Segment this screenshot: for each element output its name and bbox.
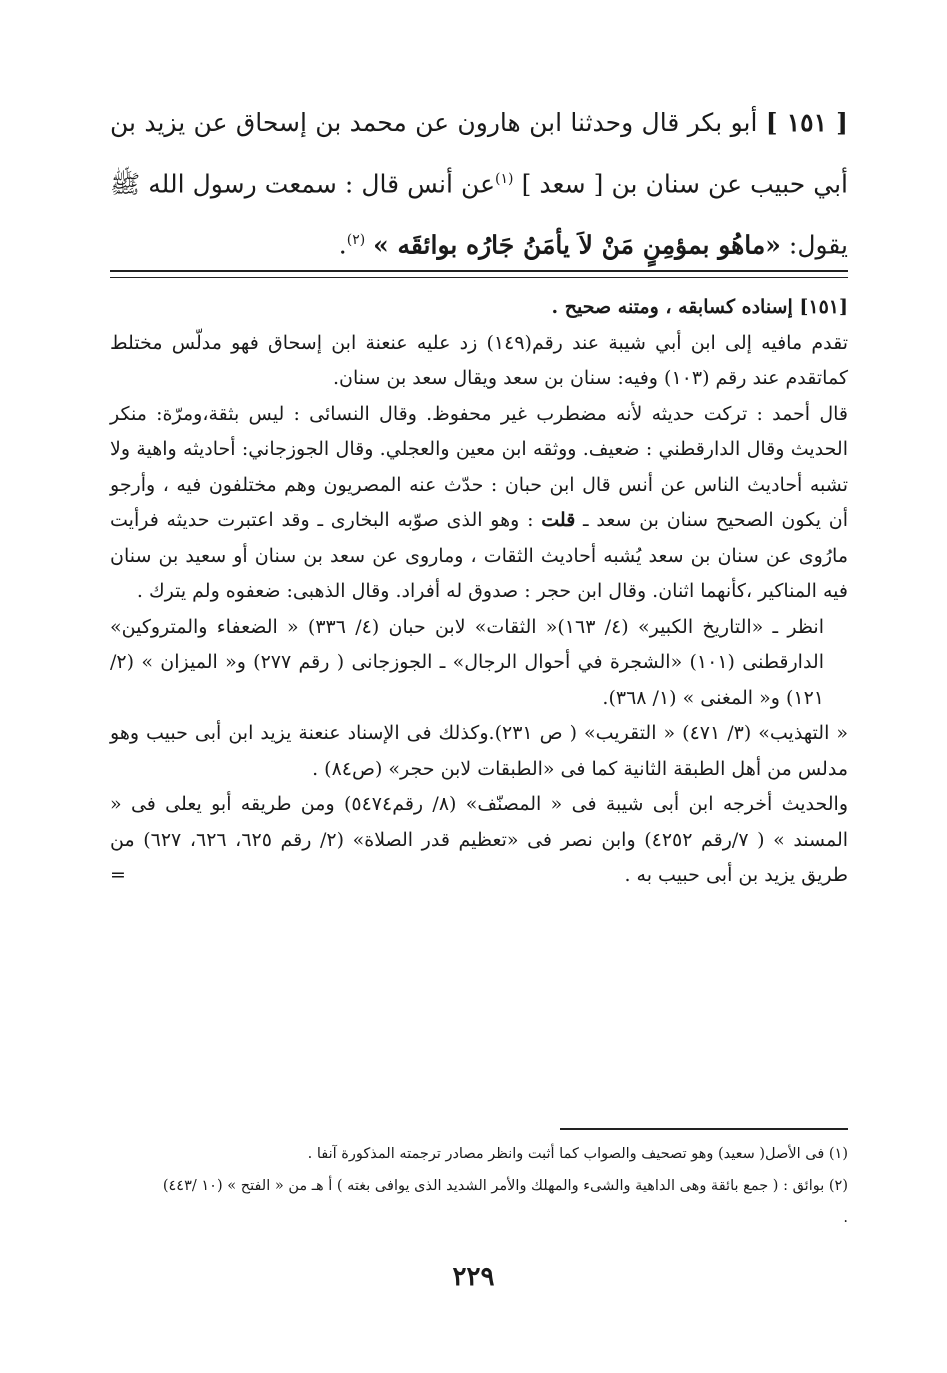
hadith-text <box>110 95 848 274</box>
commentary-paragraph-2 <box>110 397 848 610</box>
footnote-ref-2: (٢) <box>346 232 366 249</box>
commentary-paragraph-2-end: : وهو الذى صوّبه البخارى ـ وقد اعتبرت حديثه فرأيت مارُوى عن سنان بن سعد يُشبه أحاديث الثقات ، وماروى عن سعد بن سنان أو سعيد بن سنان فيه المناكير ،كأنهما اثنان. وقال ابن حجر : صدوق له أفراد. وقال الذهبى: ضعفوه ولم يترك . <box>110 509 848 602</box>
hadith-matn: «ماهُو بمؤمِنٍ مَنْ لاَ يأمَنُ جَارُه بوائقَه » <box>373 230 781 260</box>
qultu-label: قلت <box>541 509 576 531</box>
hadith-chain: أبو بكر قال وحدثنا ابن هارون عن محمد بن إسحاق عن يزيد بن أبي حبيب عن سنان بن [ سعد ] <box>110 108 848 199</box>
footnote-divider <box>560 1128 848 1130</box>
continuation-mark: = <box>110 864 126 886</box>
page-number: ٢٢٩ <box>452 1262 495 1292</box>
footnote-ref-1: (١) <box>495 171 514 187</box>
commentary-paragraph-2-start: قال أحمد : تركت حديثه لأنه مضطرب غير محفوظ. وقال النسائى : ليس بثقة،ومرّة: منكر الحديث وقال الدارقطني : ضعيف. ووثقه ابن معين والعجلي. وقال الجوزجاني: أحاديثه واهية ولا تشبه أحاديث الناس عن أنس قال ابن حبان : حدّث عنه المصريون وهم مختلفون فيه ، وأرجو أن يكون الصحيح سنان بن سعد ـ <box>110 402 848 531</box>
commentary <box>110 290 848 894</box>
commentary-paragraph-5-text: والحديث أخرجه ابن أبى شيبة فى « المصنّف» (٨/ رقم٥٤٧٤) ومن طريقه أبو يعلى فى « المسند » ( ٧/رقم ٤٢٥٢) وابن نصر فى «تعظيم قدر الصلاة» (٢/ رقم ٦٢٥، ٦٢٦، ٦٢٧) من طريق يزيد بن أبى حبيب به . <box>110 793 849 886</box>
commentary-paragraph-3: انظر ـ «التاريخ الكبير» (٤/ ١٦٣)« الثقات» لابن حبان (٤/ ٣٣٦) « الضعفاء والمتروكين» الدارقطنى (١٠١) «الشجرة في أحوال الرجال» ـ الجوزجانى ( رقم ٢٧٧) و« الميزان » (٢/ ١٢١) و« المغنى » (١/ ٣٦٨). <box>110 615 824 709</box>
footnotes <box>160 1138 848 1234</box>
hadith-end: . <box>338 230 347 260</box>
footnote-1: (١) فى الأصل( سعيد) وهو تصحيف والصواب كما أثبت وانظر مصادر ترجمته المذكورة آنفا . <box>307 1146 848 1162</box>
hadith-chain-end: عن أنس قال : سمعت رسول الله ﷺ يقول: <box>110 169 848 260</box>
commentary-paragraph-5 <box>110 787 848 894</box>
commentary-paragraph-4: « التهذيب» (٣/ ٤٧١) « التقريب» ( ص ٢٣١).وكذلك فى الإسناد عنعنة يزيد ابن أبى حبيب وهو مدلس من أهل الطبقة الثانية كما فى «الطبقات لابن حجر» (ص٨٤) . <box>110 722 848 780</box>
commentary-heading: [١٥١] إسناده كسابقه ، ومتنه صحيح . <box>551 296 848 318</box>
commentary-paragraph-1: تقدم مافيه إلى ابن أبي شيبة عند رقم(١٤٩) زد عليه عنعنة ابن إسحاق فهو مدلّس مختلط كماتقدم عند رقم (١٠٣) وفيه: سنان بن سعد ويقال سعد بن سنان. <box>110 331 848 389</box>
double-divider <box>110 270 848 278</box>
hadith-number: [ ١٥١ ] <box>765 108 848 137</box>
footnote-2: (٢) بوائق : ( جمع بائقة وهى الداهية والشىء والمهلك والأمر الشديد الذى يوافى بغته ) أ هـ من « الفتح » (١٠ /٤٤٣) . <box>162 1178 848 1226</box>
